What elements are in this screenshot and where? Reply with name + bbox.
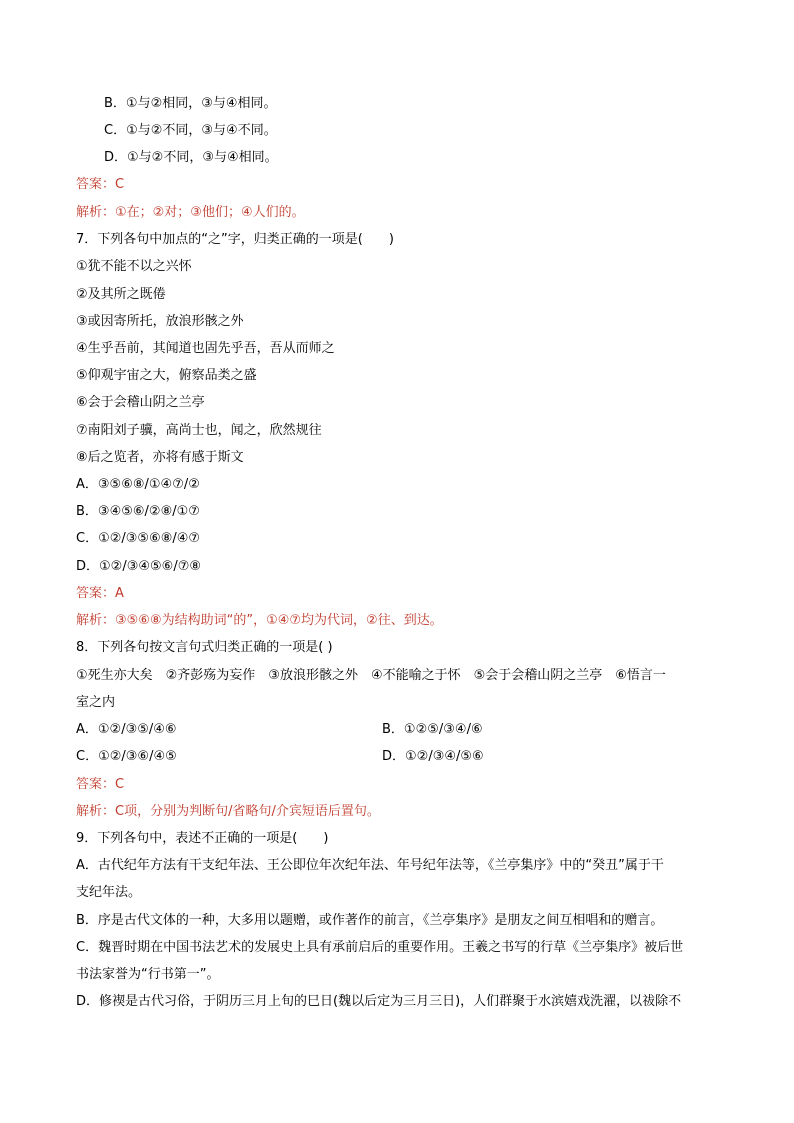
q9-option-a-line2: 支纪年法。	[76, 885, 142, 900]
q8-items-line1: ①死生亦大矣 ②齐彭殇为妄作 ③放浪形骸之外 ④不能喻之于怀 ⑤会于会稽山阴之兰亭 ⑥悟言一	[76, 668, 666, 683]
q8-items-line2: 室之内	[76, 695, 116, 710]
q8-option-a: A．①②/③⑤/④⑥	[76, 722, 177, 737]
q9-option-c-line2: 书法家誉为“行书第一”。	[76, 967, 220, 982]
q9-option-c-line1: C．魏晋时期在中国书法艺术的发展史上具有承前启后的重要作用。王羲之书写的行草《兰亭集序》被后世	[76, 940, 684, 955]
q8-option-d: D．①②/③④/⑤⑥	[382, 749, 484, 764]
q7-item-2: ②及其所之既倦	[76, 287, 166, 302]
q7-item-4: ④生乎吾前，其闻道也固先乎吾，吾从而师之	[76, 341, 335, 356]
q9-option-b: B．序是古代文体的一种，大多用以题赠，或作著作的前言，《兰亭集序》是朋友之间互相唱和的赠言。	[76, 913, 664, 928]
q6-analysis: 解析：①在；②对；③他们；④人们的。	[76, 205, 305, 220]
q7-item-6: ⑥会于会稽山阴之兰亭	[76, 395, 205, 410]
q8-stem: 8．下列各句按文言句式归类正确的一项是( )	[76, 640, 333, 655]
q8-option-c: C．①②/③⑥/④⑤	[76, 749, 177, 764]
q7-item-5: ⑤仰观宇宙之大，俯察品类之盛	[76, 368, 257, 383]
q9-option-d-line1: D．修禊是古代习俗，于阴历三月上旬的巳日(魏以后定为三月三日)，人们群聚于水滨嬉戏洗濯，以祓除不	[76, 994, 682, 1009]
q7-option-a: A．③⑤⑥⑧/①④⑦/②	[76, 477, 200, 492]
q7-option-b: B．③④⑤⑥/②⑧/①⑦	[76, 504, 200, 519]
q7-answer: 答案：A	[76, 586, 124, 601]
q6-option-d: D．①与②不同，③与④相同。	[104, 150, 278, 165]
q9-stem: 9．下列各句中，表述不正确的一项是( )	[76, 831, 329, 846]
q7-item-8: ⑧后之览者，亦将有感于斯文	[76, 450, 244, 465]
q7-item-7: ⑦南阳刘子骥，高尚士也，闻之，欣然规往	[76, 423, 322, 438]
q8-option-b: B．①②⑤/③④/⑥	[382, 722, 483, 737]
q8-answer: 答案：C	[76, 777, 125, 792]
q9-option-a-line1: A．古代纪年方法有干支纪年法、王公即位年次纪年法、年号纪年法等，《兰亭集序》中的“癸丑”属于干	[76, 858, 664, 873]
q7-stem: 7．下列各句中加点的“之”字，归类正确的一项是( )	[76, 232, 394, 247]
q6-answer: 答案：C	[76, 177, 125, 192]
q6-option-b: B．①与②相同，③与④相同。	[104, 96, 277, 111]
q7-analysis: 解析：③⑤⑥⑧为结构助词“的”，①④⑦均为代词，②往、到达。	[76, 613, 443, 628]
q7-option-d: D．①②/③④⑤⑥/⑦⑧	[76, 559, 202, 574]
q7-item-3: ③或因寄所托，放浪形骸之外	[76, 314, 244, 329]
q7-option-c: C．①②/③⑤⑥⑧/④⑦	[76, 531, 201, 546]
q8-analysis: 解析：C项，分别为判断句/省略句/介宾短语后置句。	[76, 804, 380, 819]
q7-item-1: ①犹不能不以之兴怀	[76, 259, 192, 274]
q6-option-c: C．①与②不同，③与④不同。	[104, 123, 277, 138]
